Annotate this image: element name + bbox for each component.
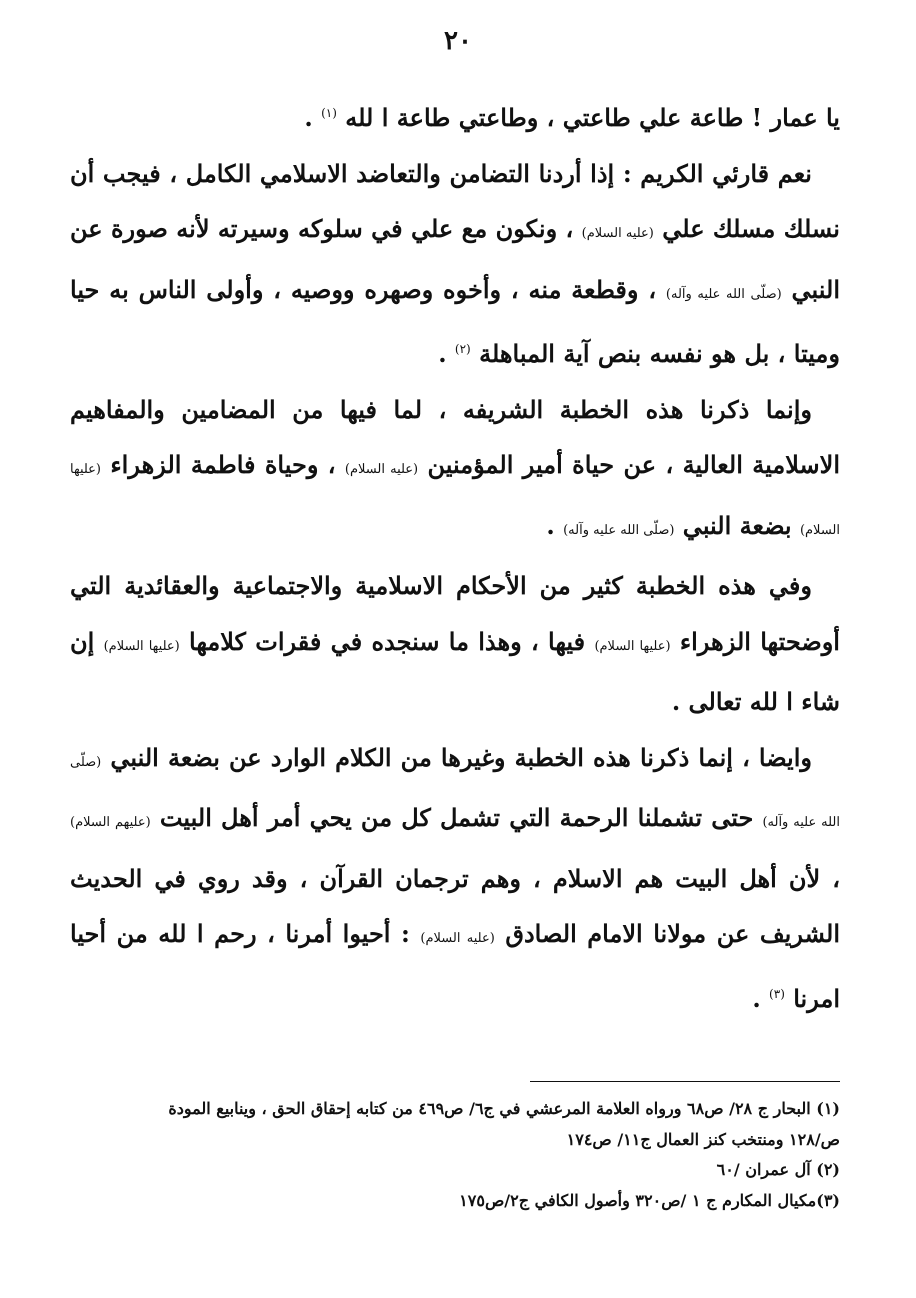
body-text [70,86,840,1026]
footnote-line: (٢) آل عمران /٦٠ [716,1160,840,1179]
text-run: بضعة النبي [674,510,800,540]
footnote-marker: (٣) [769,986,785,1001]
text-run: وايضا ، إنما ذكرنا هذه الخطبة وغيرها من الكلام الوارد عن بضعة النبي [101,742,812,772]
text-run: . [546,510,564,540]
paragraph-5 [70,730,840,1027]
page-number: ٢٠ [444,26,472,56]
paragraph-1 [70,86,840,146]
text-run: حتى تشملنا الرحمة التي تشمل كل من يحي أمر أهل البيت [150,803,763,832]
text-run: ، وقطعة منه ، وأخوه وصهره ووصيه ، وأولى الناس به حيا وميتا ، بل هو نفسه بنص آية المباهلة [70,274,840,368]
text-run: . [438,339,455,368]
footnote-divider [530,1081,840,1082]
text-run: . [752,983,770,1013]
text-run: فيها ، وهذا ما سنجده في فقرات كلامها [179,626,595,656]
honorific-text: (عليها السلام) [594,638,671,654]
footnote-line: ص/١٢٨ ومنتخب كنز العمال ج١١/ ص١٧٤ [566,1129,840,1149]
honorific-text: (صلّى الله عليه وآله) [70,754,840,830]
honorific-text: (عليها السلام) [70,462,840,538]
text-run: نعم قارئي الكريم : إذا أردنا التضامن والتعاضد الاسلامي الكامل ، فيجب أن نسلك مسلك علي [70,158,840,243]
text-run: ، لأن أهل البيت هم الاسلام ، وهم ترجمان القرآن ، وقد روي في الحديث الشريف عن مولانا الامام الصادق [70,863,840,948]
text-run: . [304,103,322,132]
honorific-text: (عليها السلام) [103,638,180,654]
paragraph-4 [70,558,840,730]
footnote-line: (٣)مكيال المكارم ج ١ /ص٣٢٠ وأصول الكافي ج٢/ص١٧٥ [459,1190,840,1210]
footnotes [80,1094,840,1216]
text-run: إن شاء ا لله تعالى . [70,626,840,716]
honorific-text: (عليه السلام) [344,462,419,477]
text-run: وفي هذه الخطبة كثير من الأحكام الاسلامية والاجتماعية والعقائدية التي أوضحتها الزهراء [70,571,840,656]
honorific-text: (عليه السلام) [420,931,495,946]
paragraph-2 [70,146,840,382]
footnote-marker: (١) [321,106,337,120]
text-run: وإنما ذكرنا هذه الخطبة الشريفه ، لما فيها من المضامين والمفاهيم الاسلامية العالية ، عن حياة أمير المؤمنين [70,394,840,479]
honorific-text: (عليهم السلام) [70,815,151,830]
honorific-text: (صلّى الله عليه وآله) [665,286,782,302]
honorific-text: (عليه السلام) [581,226,654,241]
text-run: يا عمار ! طاعة علي طاعتي ، وطاعتي طاعة ا لله [336,103,840,132]
text-run: : أحيوا أمرنا ، رحم ا لله من أحيا امرنا [70,919,840,1013]
paragraph-3 [70,382,840,559]
honorific-text: (صلّى الله عليه وآله) [563,522,675,538]
footnote-marker: (٢) [454,342,471,356]
text-run: ، وحياة فاطمة الزهراء [101,450,345,479]
footnote-line: (١) البحار ج ٢٨/ ص٦٨ ورواه العلامة المرعشي في ج٦/ ص٤٦٩ من كتابه إحقاق الحق ، وينابيع المودة [168,1099,840,1118]
text-run: ، ونكون مع علي في سلوكه وسيرته لأنه صورة عن النبي [70,214,841,304]
